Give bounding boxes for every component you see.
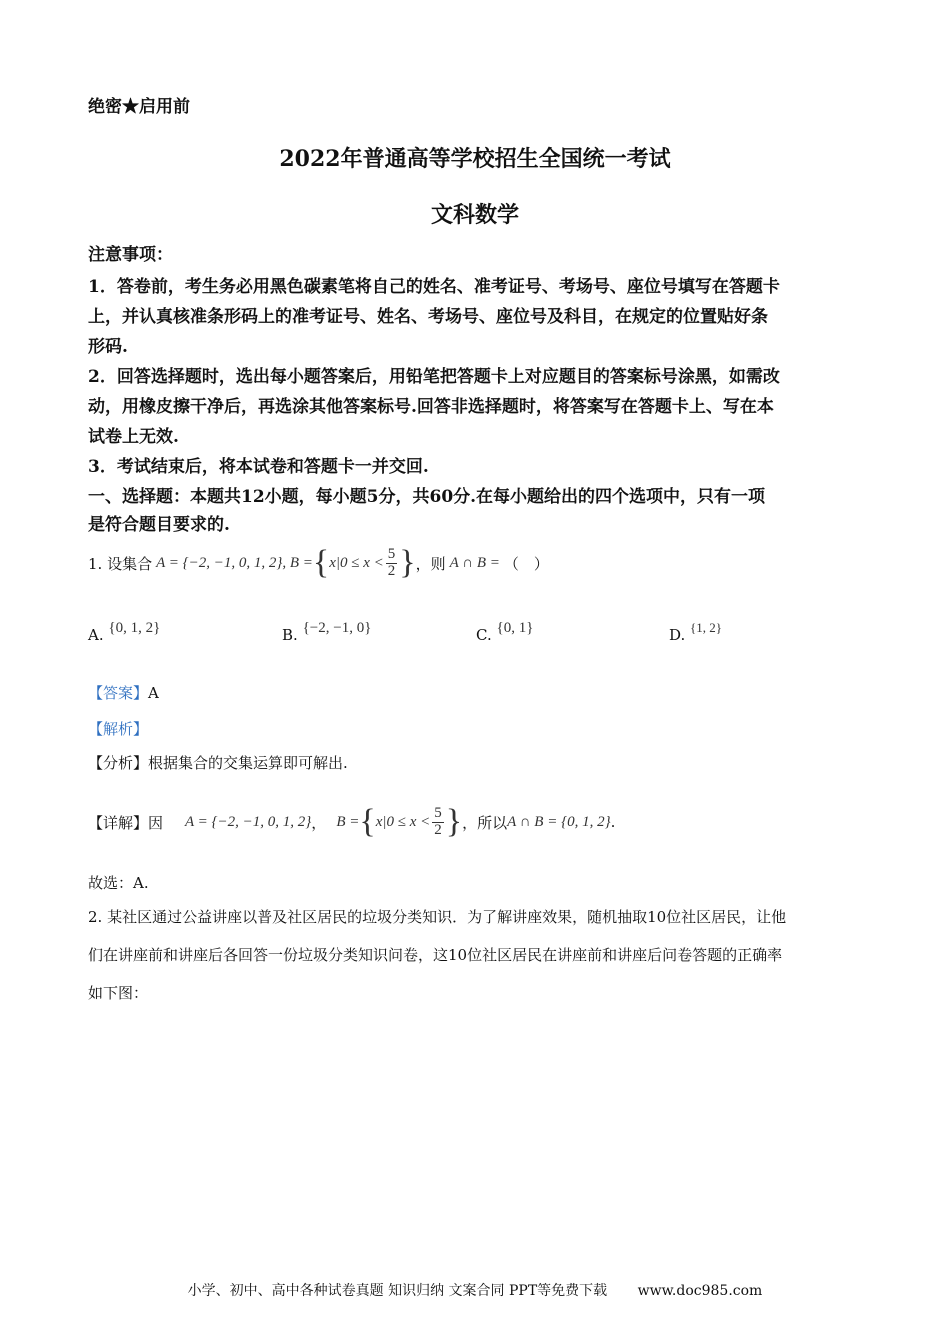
exam-title: 2022年普通高等学校招生全国统一考试: [279, 146, 671, 172]
answer-tag: 【答案】: [88, 684, 149, 702]
note-1-line-2: 上，并认真核准条形码上的准考证号、姓名、考场号、座位号及科目，在规定的位置贴好条: [88, 307, 768, 327]
option-d-label: D.: [669, 626, 686, 644]
detail-set-b: B =: [336, 813, 360, 830]
answer-row: [88, 682, 159, 703]
detail-brace-close: }: [445, 803, 463, 840]
option-b: [282, 620, 372, 645]
brace-close: }: [399, 544, 416, 581]
option-d: [669, 620, 723, 644]
question-1-then: ，则: [415, 554, 446, 573]
fenxi-row: [88, 752, 348, 773]
fraction-denominator: 2: [387, 562, 396, 579]
detail-result: A ∩ B = {0, 1, 2}: [507, 813, 611, 830]
fenxi-tag: 【分析】: [88, 754, 149, 772]
fraction-numerator: 5: [387, 545, 396, 562]
question-1-prefix: 1. 设集合: [88, 554, 153, 573]
choose-line: 故选：A.: [88, 874, 149, 892]
detail-set-a: A = {−2, −1, 0, 1, 2}: [185, 813, 312, 830]
detail-because: 因: [148, 813, 164, 832]
option-b-label: B.: [282, 626, 298, 644]
note-2-line-3: 试卷上无效.: [88, 427, 179, 447]
detail-tag: 【详解】: [88, 813, 149, 832]
note-2-line-1: 2．回答选择题时，选出每小题答案后，用铅笔把答题卡上对应题目的答案标号涂黑，如需改: [88, 367, 780, 387]
detail-so: ，所以: [462, 813, 508, 832]
option-a-value: {0, 1, 2}: [108, 620, 161, 636]
section-heading-line-2: 是符合题目要求的.: [88, 515, 230, 535]
confidential-label: 绝密★启用前: [88, 97, 190, 117]
fenxi-text: 根据集合的交集运算即可解出.: [148, 754, 348, 772]
question-2-line-2: 们在讲座前和讲座后各回答一份垃圾分类知识问卷，这10位社区居民在讲座前和讲座后问卷答题的正确率: [88, 946, 783, 964]
detail-brace-open: {: [359, 803, 376, 840]
question-1-ask: A ∩ B =: [449, 554, 500, 571]
footer-url[interactable]: www.doc985.com: [637, 1283, 763, 1299]
question-1-set-a: A = {−2, −1, 0, 1, 2}, B =: [156, 554, 313, 571]
exam-subject: 文科数学: [430, 202, 519, 228]
detail-set-b-inner: x|0 ≤ x <: [375, 813, 431, 830]
analysis-tag: 【解析】: [88, 720, 149, 738]
question-1: [88, 538, 549, 588]
option-c: [476, 620, 534, 645]
question-2-line-3: 如下图：: [88, 984, 149, 1002]
detail-fraction-denominator: 2: [434, 821, 442, 838]
notes-heading: 注意事项：: [88, 245, 173, 265]
answer-paren: （ ）: [503, 554, 549, 573]
detail-fraction-numerator: 5: [434, 804, 442, 821]
fraction-five-halves: [386, 547, 398, 580]
option-a-label: A.: [88, 626, 104, 644]
option-c-value: {0, 1}: [496, 620, 534, 636]
note-1-line-3: 形码.: [88, 337, 128, 357]
detail-end: .: [610, 813, 616, 831]
detail-row: [88, 794, 615, 850]
question-1-set-b: x|0 ≤ x <: [329, 554, 384, 571]
detail-comma: ，: [311, 813, 327, 832]
note-3: 3．考试结束后，将本试卷和答题卡一并交回.: [88, 457, 429, 477]
question-2-line-1: 2. 某社区通过公益讲座以普及社区居民的垃圾分类知识．为了解讲座效果，随机抽取10位社区居民，让他: [88, 908, 787, 926]
option-a: [88, 620, 161, 645]
detail-fraction: [432, 806, 444, 839]
option-c-label: C.: [476, 626, 492, 644]
note-2-line-2: 动，用橡皮擦干净后，再选涂其他答案标号.回答非选择题时，将答案写在答题卡上、写在本: [88, 397, 774, 417]
section-heading-line-1: 一、选择题：本题共12小题，每小题5分，共60分.在每小题给出的四个选项中，只有一项: [88, 487, 766, 507]
footer: [0, 1280, 950, 1300]
note-1-line-1: 1．答卷前，考生务必用黑色碳素笔将自己的姓名、准考证号、考场号、座位号填写在答题卡: [88, 277, 780, 297]
answer-value: A: [148, 684, 159, 702]
footer-text: 小学、初中、高中各种试卷真题 知识归纳 文案合同 PPT等免费下载: [187, 1283, 608, 1299]
brace-open: {: [312, 544, 330, 581]
option-b-value: {−2, −1, 0}: [302, 620, 372, 636]
option-d-value: {1, 2}: [690, 620, 723, 635]
